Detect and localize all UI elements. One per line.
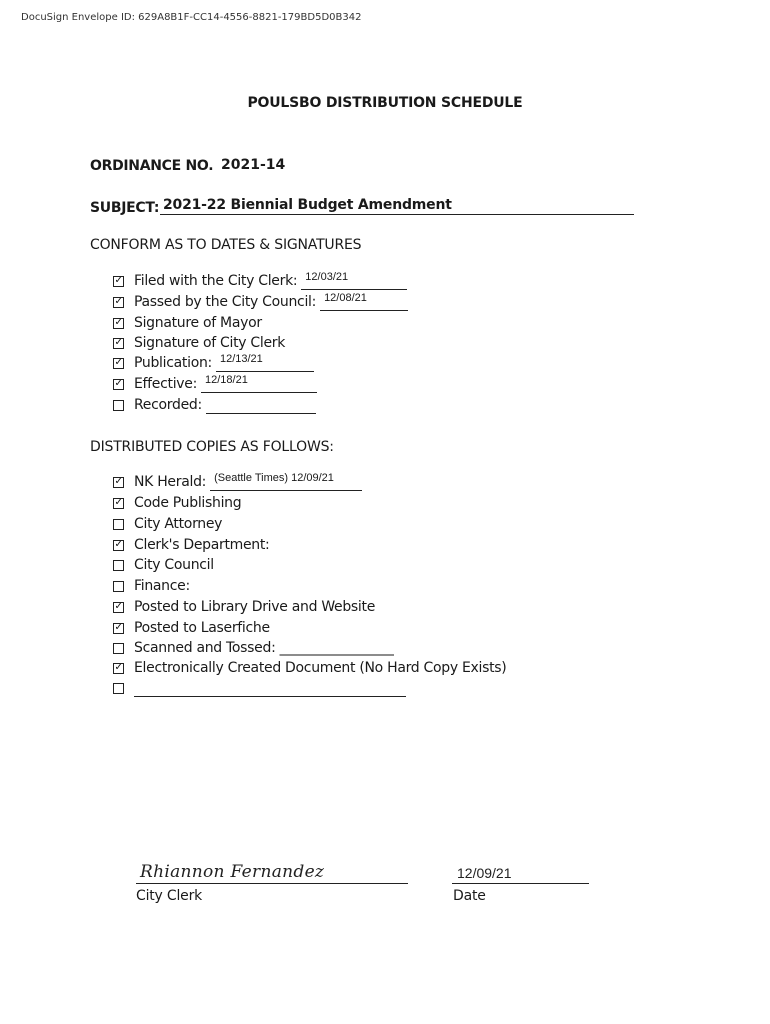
conform-item-publication[interactable] xyxy=(113,353,314,373)
item-label: Publication: xyxy=(134,355,212,371)
conform-item-filed[interactable] xyxy=(113,271,407,291)
conform-item-recorded[interactable] xyxy=(113,395,316,415)
publication-date-field[interactable] xyxy=(216,352,314,372)
nk-herald-field[interactable] xyxy=(210,471,362,491)
item-label: Passed by the City Council: xyxy=(134,294,317,310)
signature-date: 12/09/21 xyxy=(457,865,512,881)
effective-date-field[interactable] xyxy=(201,373,317,393)
item-label: City Council xyxy=(134,557,214,573)
ordinance-label: ORDINANCE NO. xyxy=(90,158,214,174)
item-label: Recorded: xyxy=(134,397,202,413)
item-label: Signature of Mayor xyxy=(134,315,262,331)
checkbox-checked[interactable]: ✓ xyxy=(114,317,123,328)
nk-herald-value: (Seattle Times) 12/09/21 xyxy=(214,471,334,484)
checkbox-unchecked[interactable] xyxy=(113,581,124,592)
blank-item-field[interactable] xyxy=(134,680,406,697)
checkbox-checked[interactable]: ✓ xyxy=(114,476,123,487)
distributed-item-city-attorney[interactable] xyxy=(113,514,222,534)
item-label: Signature of City Clerk xyxy=(134,335,286,351)
distributed-item-nk-herald[interactable] xyxy=(113,472,362,492)
passed-date-value: 12/08/21 xyxy=(324,291,367,304)
checkbox-checked[interactable]: ✓ xyxy=(114,378,123,389)
item-label: Posted to Laserfiche xyxy=(134,620,270,636)
distributed-item-library-website[interactable] xyxy=(113,597,375,617)
subject-field xyxy=(160,196,634,215)
item-label: City Attorney xyxy=(134,516,223,532)
clerk-signature: Rhiannon Fernandez xyxy=(140,862,325,882)
checkbox-checked[interactable]: ✓ xyxy=(114,357,123,368)
filed-date-value: 12/03/21 xyxy=(305,270,349,283)
checkbox-unchecked[interactable] xyxy=(113,560,124,571)
distributed-item-scanned-tossed[interactable] xyxy=(113,638,394,658)
item-label: Electronically Created Document (No Hard Copy Exists) xyxy=(134,660,507,676)
distributed-item-city-council[interactable] xyxy=(113,555,214,575)
checkbox-checked[interactable]: ✓ xyxy=(114,662,123,673)
item-label: Filed with the City Clerk: xyxy=(134,273,298,289)
item-label: Finance: xyxy=(134,578,190,594)
publication-date-value: 12/13/21 xyxy=(219,352,263,365)
signature-date-field[interactable] xyxy=(452,864,589,884)
conform-item-mayor-signature[interactable] xyxy=(113,313,262,333)
checkbox-unchecked[interactable] xyxy=(113,519,124,530)
conform-item-effective[interactable] xyxy=(113,374,317,394)
distributed-item-electronic-document[interactable] xyxy=(113,658,506,678)
signature-label: City Clerk xyxy=(136,888,203,904)
checkbox-checked[interactable]: ✓ xyxy=(114,622,123,633)
checkbox-checked[interactable]: ✓ xyxy=(114,539,123,550)
item-label: Clerk's Department: xyxy=(134,537,270,553)
checkbox-unchecked[interactable] xyxy=(113,400,124,411)
checkbox-checked[interactable]: ✓ xyxy=(114,497,123,508)
conform-item-clerk-signature[interactable] xyxy=(113,333,285,353)
signature-field[interactable] xyxy=(136,864,408,884)
distributed-item-finance[interactable] xyxy=(113,576,190,596)
checkbox-unchecked[interactable] xyxy=(113,643,124,654)
item-label: Effective: xyxy=(134,376,198,392)
distributed-item-blank[interactable] xyxy=(113,678,406,698)
subject-label: SUBJECT: xyxy=(90,200,160,216)
distributed-heading: DISTRIBUTED COPIES AS FOLLOWS: xyxy=(90,439,334,455)
recorded-date-field[interactable] xyxy=(206,397,316,414)
effective-date-value: 12/18/21 xyxy=(205,373,248,386)
subject-value: 2021-22 Biennial Budget Amendment xyxy=(163,197,452,213)
distributed-item-clerks-department[interactable] xyxy=(113,535,269,555)
ordinance-number: 2021-14 xyxy=(221,157,286,173)
checkbox-checked[interactable]: ✓ xyxy=(114,275,123,286)
item-label: NK Herald: xyxy=(134,474,207,490)
checkbox-checked[interactable]: ✓ xyxy=(114,296,123,307)
conform-item-passed[interactable] xyxy=(113,292,408,312)
checkbox-checked[interactable]: ✓ xyxy=(114,601,123,612)
distributed-item-laserfiche[interactable] xyxy=(113,618,270,638)
distributed-item-code-publishing[interactable] xyxy=(113,493,241,513)
date-label: Date xyxy=(453,888,486,904)
item-label: Posted to Library Drive and Website xyxy=(134,599,376,615)
passed-date-field[interactable] xyxy=(320,291,408,311)
page-title: POULSBO DISTRIBUTION SCHEDULE xyxy=(247,95,523,111)
item-label: Scanned and Tossed: _________________ xyxy=(134,640,394,656)
docusign-envelope-id: DocuSign Envelope ID: 629A8B1F-CC14-4556-8821-179BD5D0B342 xyxy=(21,12,362,23)
item-label: Code Publishing xyxy=(134,495,242,511)
filed-date-field[interactable] xyxy=(301,270,407,290)
checkbox-checked[interactable]: ✓ xyxy=(114,337,123,348)
conform-heading: CONFORM AS TO DATES & SIGNATURES xyxy=(90,237,362,253)
checkbox-unchecked[interactable] xyxy=(113,683,124,694)
